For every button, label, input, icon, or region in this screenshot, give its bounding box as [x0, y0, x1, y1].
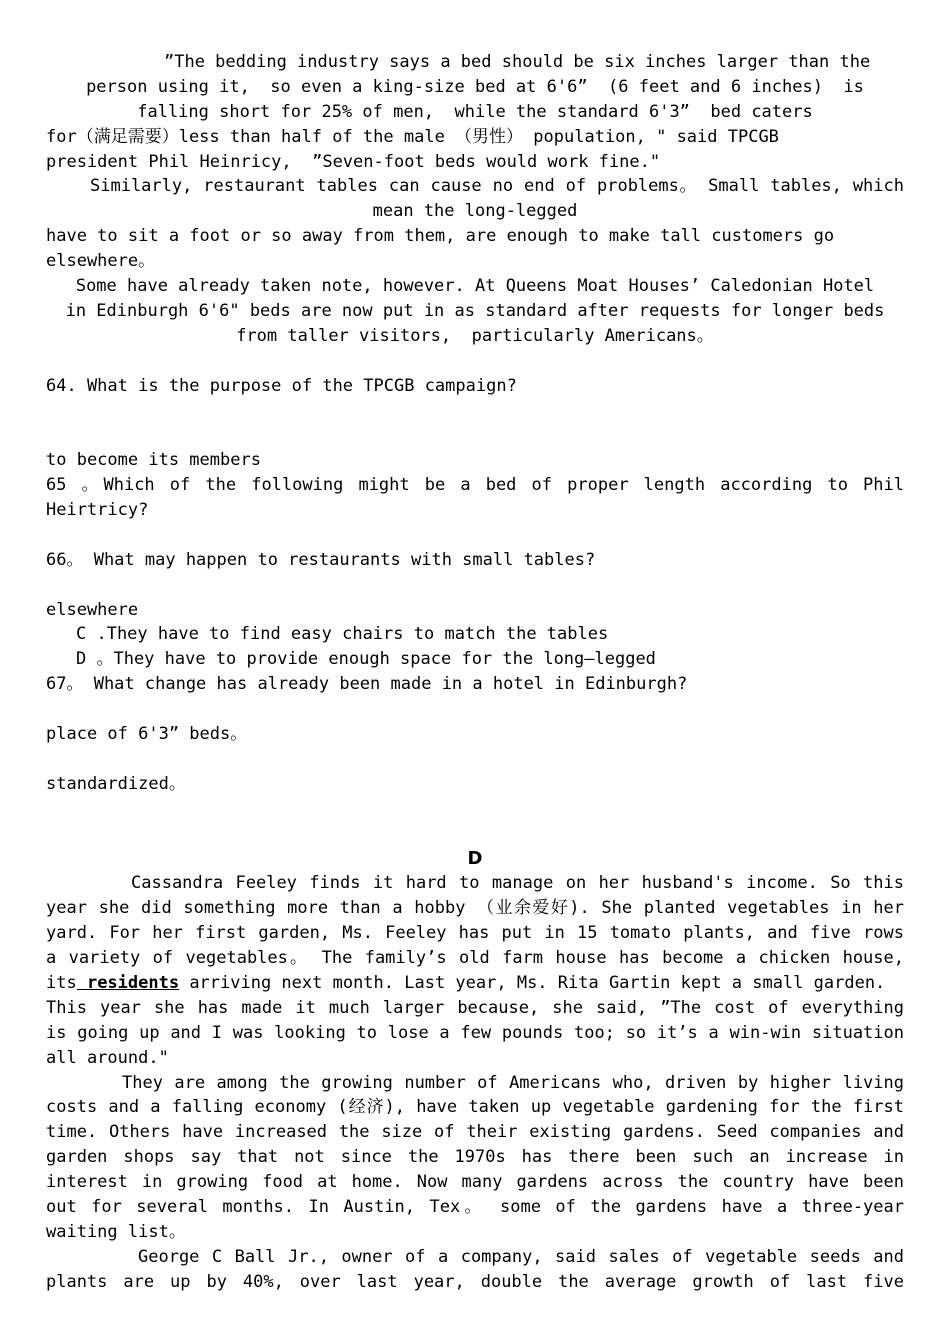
question-64-stem: 64. What is the purpose of the TPCGB campaign?: [46, 375, 517, 396]
text-line: from taller visitors, particularly Americans。: [236, 325, 714, 346]
passage-d: [46, 847, 904, 1295]
text-line: ”The bedding industry says a bed should be six inches larger than the: [164, 52, 871, 72]
question-67-stem: 67。 What change has already been made in a hotel in Edinburgh?: [46, 674, 688, 695]
spacer: [46, 797, 904, 822]
text-line: George C Ball Jr., owner of a company, said sales of vegetable seeds and: [138, 1246, 904, 1267]
question-64-options-ab: [46, 398, 904, 423]
option-67-b-cont: place of 6'3” beds。: [46, 724, 248, 745]
questions: [46, 374, 904, 797]
spacer: [46, 349, 904, 374]
passage-c: [46, 50, 904, 349]
text-line: a variety of vegetables。 The family’s old farm house has become a chicken house,: [46, 948, 904, 969]
text-line: all around.": [46, 1047, 169, 1068]
question-66-options-ab: [46, 573, 904, 598]
text-line: in Edinburgh 6'6" beds are now put in as standard after requests for longer beds: [65, 300, 885, 321]
text-line: elsewhere。: [46, 251, 156, 272]
text-line: Similarly, restaurant tables can cause no end of problems。 Small tables, which: [90, 176, 904, 197]
question-65-stem-cont: Heirtricy?: [46, 500, 149, 521]
section-heading: D: [467, 847, 483, 869]
text-line: is going up and I was looking to lose a few pounds too; so it’s a win-win situation: [46, 1022, 904, 1043]
spacer: [46, 822, 904, 847]
document-page: [46, 50, 904, 1295]
text-line: [46, 971, 904, 996]
text-line: for（满足需要）less than half of the male （男性） population, " said TPCGB: [46, 126, 779, 147]
text-line: person using it, so even a king-size bed at 6'6” (6 feet and 6 inches) is: [86, 76, 864, 97]
option-66-c: C .They have to find easy chairs to match the tables: [76, 624, 609, 645]
option-64-d-cont: to become its members: [46, 450, 261, 471]
question-66-stem: 66。 What may happen to restaurants with small tables?: [46, 549, 596, 570]
option-66-b-cont: elsewhere: [46, 599, 139, 620]
text-fragment: its: [46, 972, 77, 993]
text-line: mean the long-legged: [372, 201, 578, 222]
underlined-word-residents: residents: [76, 972, 180, 993]
text-line: year she did something more than a hobby （业余爱好). She planted vegetables in her: [46, 898, 904, 919]
text-line: have to sit a foot or so away from them, are enough to make tall customers go: [46, 226, 835, 247]
text-line: time. Others have increased the size of their existing gardens. Seed companies and: [46, 1122, 904, 1143]
text-line: out for several months. In Austin, Tex。 some of the gardens have a three-year: [46, 1196, 904, 1217]
question-64-options-cd: [46, 423, 904, 448]
text-line: interest in growing food at home. Now many gardens across the country have been: [46, 1172, 904, 1193]
question-65-stem: 65 。Which of the following might be a bed of proper length according to Phil: [46, 475, 904, 496]
text-line: yard. For her first garden, Ms. Feeley has put in 15 tomato plants, and five rows: [46, 923, 904, 944]
question-67-options-ab: [46, 697, 904, 722]
text-fragment: arriving next month. Last year, Ms. Rita Gartin kept a small garden.: [179, 972, 886, 993]
text-line: Some have already taken note, however. At Queens Moat Houses’ Caledonian Hotel: [75, 276, 875, 297]
text-line: president Phil Heinricy, ”Seven-foot beds would work fine.": [46, 151, 661, 172]
question-67-options-cd: [46, 747, 904, 772]
text-line: plants are up by 40%, over last year, double the average growth of last five: [46, 1271, 904, 1292]
option-66-d: D 。They have to provide enough space for the long—legged: [76, 649, 656, 670]
text-line: falling short for 25% of men, while the standard 6'3” bed caters: [137, 101, 813, 122]
text-line: waiting list。: [46, 1221, 186, 1242]
question-65-options: [46, 523, 904, 548]
text-line: They are among the growing number of Americans who, driven by higher living: [122, 1072, 904, 1093]
text-line: Cassandra Feeley finds it hard to manage on her husband's income. So this: [131, 873, 904, 894]
text-line: This year she has made it much larger because, she said, ”The cost of everything: [46, 997, 904, 1018]
text-line: garden shops say that not since the 1970s has there been such an increase in: [46, 1147, 904, 1168]
option-67-d-cont: standardized。: [46, 773, 186, 794]
text-line: costs and a falling economy (经济), have taken up vegetable gardening for the first: [46, 1097, 904, 1118]
